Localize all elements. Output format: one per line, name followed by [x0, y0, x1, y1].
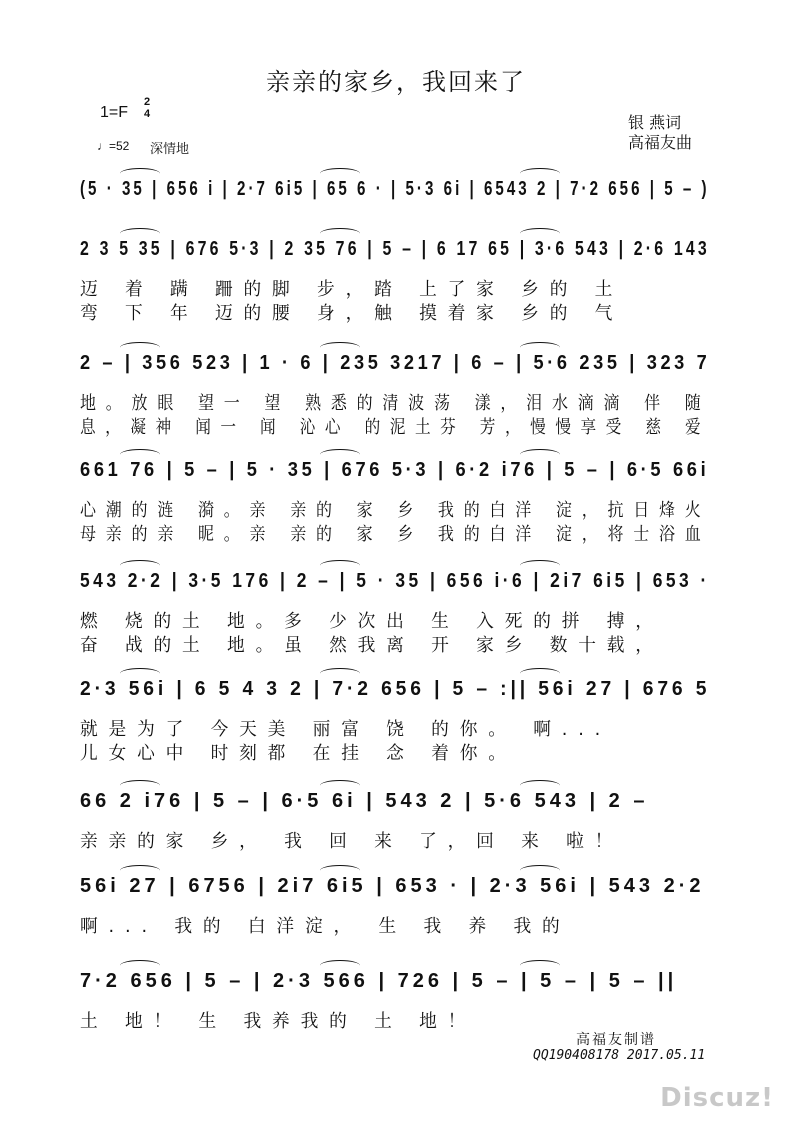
jianpu-notes: 2 3 5 35 | 676 5·3 | 2 35 76 | 5 – | 6 17 65 | 3·6 543 | 2·6 143 [80, 238, 710, 260]
notation-line [80, 342, 720, 392]
music-system [80, 668, 720, 766]
music-system [80, 168, 720, 218]
slur-mark [520, 960, 560, 971]
slur-mark [320, 168, 360, 179]
slur-mark [120, 865, 160, 876]
lyric-line: 儿女心中 时刻都 在挂 念 着你。 [80, 743, 517, 764]
slur-mark [320, 865, 360, 876]
notation-line [80, 168, 720, 218]
lyricist-credit: 银 燕词 [628, 113, 682, 132]
music-system [80, 780, 720, 854]
lyric-line: 亲亲的家 乡， 我 回 来 了，回 来 啦！ [80, 831, 624, 852]
slur-mark [120, 560, 160, 571]
slur-mark [520, 668, 560, 679]
slur-mark [320, 668, 360, 679]
slur-mark [120, 960, 160, 971]
watermark-logo: Discuz! [660, 1083, 774, 1113]
notation-line [80, 668, 720, 718]
slur-mark [120, 780, 160, 791]
slur-mark [120, 228, 160, 239]
slur-mark [520, 449, 560, 460]
jianpu-notes: 7·2 656 | 5 – | 2·3 566 | 726 | 5 – | 5 – | 5 – || [80, 970, 678, 992]
slur-mark [320, 342, 360, 353]
time-signature-top: 2 [144, 96, 151, 108]
slur-mark [320, 449, 360, 460]
slur-mark [520, 560, 560, 571]
music-system [80, 560, 720, 658]
jianpu-notes: 661 76 | 5 – | 5 · 35 | 676 5·3 | 6·2 i76 | 5 – | 6·5 66i [80, 459, 710, 481]
slur-mark [320, 228, 360, 239]
slur-mark [520, 865, 560, 876]
lyric-line: 土 地！ 生 我养我的 土 地！ [80, 1011, 477, 1032]
slur-mark [520, 780, 560, 791]
slur-mark [320, 780, 360, 791]
lyric-line: 啊... 我的 白洋淀， 生 我 养 我的 [80, 916, 571, 937]
lyric-line: 迈 着 蹒 跚的脚 步，踏 上了家 乡的 土 [80, 279, 624, 300]
notation-line [80, 560, 720, 610]
lyric-line: 心潮的涟 漪。亲 亲的 家 乡 我的白洋 淀，抗日烽火 [80, 500, 711, 521]
expression-marking: 深情地 [150, 142, 190, 157]
jianpu-notes: 56i 27 | 6756 | 2i7 6i5 | 653 · | 2·3 56i | 543 2·2 [80, 875, 705, 897]
slur-mark [320, 960, 360, 971]
tempo-marking: ♩=52 [97, 139, 130, 153]
notation-line [80, 780, 720, 830]
slur-mark [520, 168, 560, 179]
slur-mark [520, 342, 560, 353]
time-signature-bottom: 4 [144, 108, 151, 120]
music-system [80, 342, 720, 440]
key-signature: 1=F [100, 104, 129, 121]
music-system [80, 228, 720, 326]
music-system [80, 449, 720, 547]
slur-mark [120, 342, 160, 353]
lyric-line: 地。放眼 望一 望 熟悉的清波荡 漾，泪水滴滴 伴 随 [80, 393, 711, 414]
slur-mark [120, 168, 160, 179]
jianpu-notes: 543 2·2 | 3·5 176 | 2 – | 5 · 35 | 656 i·6 | 2i7 6i5 | 653 · [80, 570, 710, 592]
jianpu-notes: 66 2 i76 | 5 – | 6·5 6i | 543 2 | 5·6 543 | 2 – [80, 790, 649, 812]
song-title: 亲亲的家乡，我回来了 [266, 68, 526, 96]
notation-line [80, 960, 720, 1010]
arranger-credit: 高福友制谱 [576, 1032, 656, 1048]
music-system [80, 865, 720, 939]
lyric-line: 燃 烧的土 地。多 少次出 生 入死的拼 搏， [80, 611, 664, 632]
lyric-line: 母亲的亲 昵。亲 亲的 家 乡 我的白洋 淀，将士浴血 [80, 524, 711, 545]
jianpu-notes: 2 – | 356 523 | 1 · 6 | 235 3217 | 6 – | 5·6 235 | 323 7 [80, 352, 711, 374]
slur-mark [120, 449, 160, 460]
lyric-line: 息，凝神 闻一 闻 沁心 的泥土芬 芳，慢慢享受 慈 爱 [80, 417, 711, 438]
slur-mark [320, 560, 360, 571]
jianpu-notes: (5 · 35 | 656 i | 2·7 6i5 | 65 6 · | 5·3 6i | 6543 2 | 7·2 656 | 5 – ) [80, 178, 710, 200]
music-system [80, 960, 720, 1034]
composer-credit: 高福友曲 [628, 133, 693, 152]
time-signature [144, 96, 150, 120]
contact-info: QQ190408178 2017.05.11 [533, 1048, 706, 1063]
jianpu-notes: 2·3 56i | 6 5 4 3 2 | 7·2 656 | 5 – :|| 56i 27 | 676 5 [80, 678, 711, 700]
slur-mark [120, 668, 160, 679]
notation-line [80, 228, 720, 278]
lyric-line: 弯 下 年 迈的腰 身，触 摸着家 乡的 气 [80, 303, 624, 324]
notation-line [80, 449, 720, 499]
lyric-line: 就是为了 今天美 丽富 饶 的你。 啊... [80, 719, 612, 740]
slur-mark [520, 228, 560, 239]
notation-line [80, 865, 720, 915]
lyric-line: 奋 战的土 地。虽 然我离 开 家乡 数十载， [80, 635, 664, 656]
